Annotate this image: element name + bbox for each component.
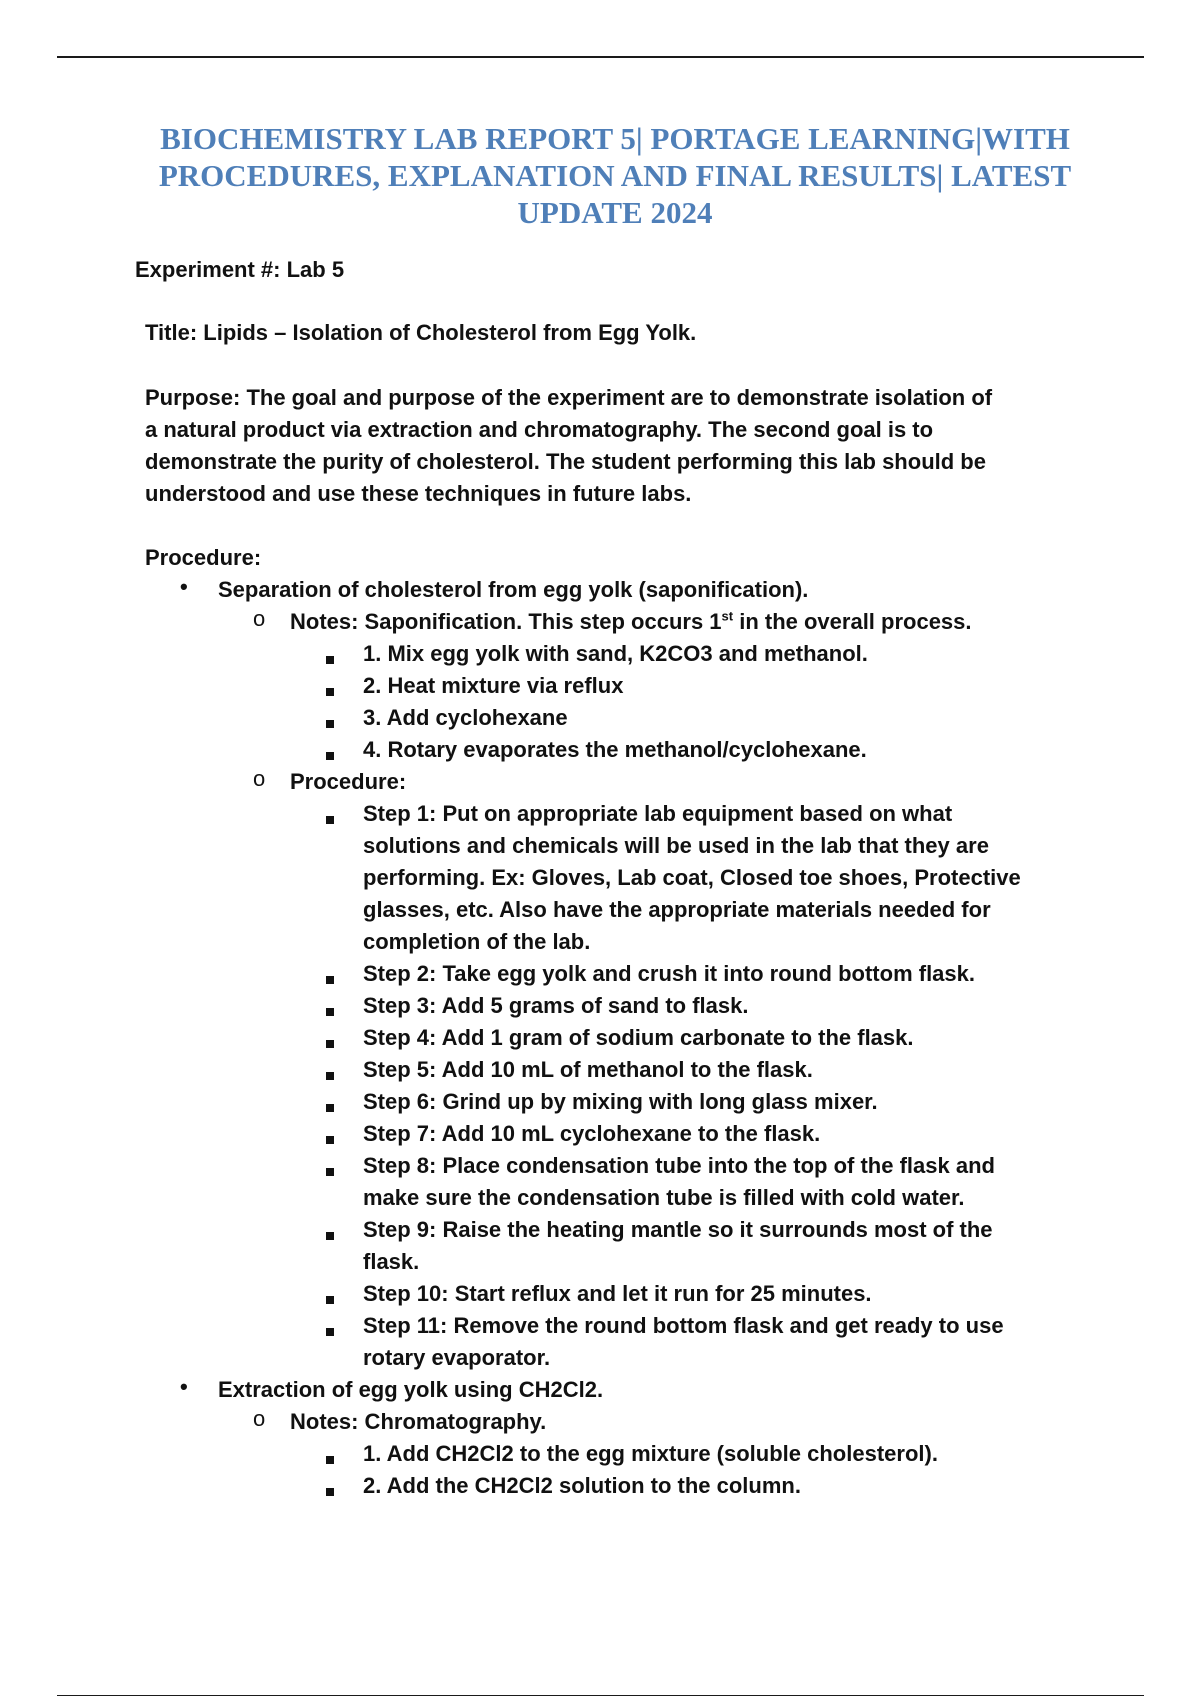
procedure-heading: Procedure:: [145, 545, 262, 570]
bullet-dot-icon: •: [180, 1374, 188, 1399]
procedure-step: Step 7: Add 10 mL cyclohexane to the flask.: [363, 1121, 821, 1146]
list-item: 2. Add the CH2Cl2 solution to the column.: [363, 1473, 801, 1498]
procedure-step: Step 1: Put on appropriate lab equipment based on what solutions and chemicals will be used in the lab that they are performing. Ex: Gloves, Lab coat, Closed toe shoes, Protective glasses, etc. Also have the appropriate materials needed for completion of the lab.: [363, 801, 1021, 954]
list-item: 1. Add CH2Cl2 to the egg mixture (soluble cholesterol).: [363, 1441, 938, 1466]
procedure-step: Step 10: Start reflux and let it run for 25 minutes.: [363, 1281, 872, 1306]
list-item: 2. Heat mixture via reflux: [363, 673, 624, 698]
document-title: [90, 120, 1140, 231]
list-item: 3. Add cyclohexane: [363, 705, 568, 730]
circle-bullet-icon: o: [253, 1406, 266, 1431]
purpose-paragraph: [145, 382, 1105, 510]
square-bullet-icon: [326, 752, 334, 760]
square-bullet-icon: [326, 1136, 334, 1144]
procedure-step: Step 8: Place condensation tube into the top of the flask and make sure the condensation tube is filled with cold water.: [363, 1153, 995, 1210]
section-title: Separation of cholesterol from egg yolk (saponification).: [218, 577, 809, 602]
purpose-line: demonstrate the purity of cholesterol. The student performing this lab should be: [145, 449, 986, 474]
square-bullet-icon: [326, 720, 334, 728]
list-item: 4. Rotary evaporates the methanol/cyclohexane.: [363, 737, 867, 762]
square-bullet-icon: [326, 1072, 334, 1080]
procedure-step: Step 9: Raise the heating mantle so it surrounds most of the flask.: [363, 1217, 993, 1274]
square-bullet-icon: [326, 688, 334, 696]
procedure-step: Step 4: Add 1 gram of sodium carbonate to the flask.: [363, 1025, 914, 1050]
procedure-step: Step 5: Add 10 mL of methanol to the flask.: [363, 1057, 813, 1082]
square-bullet-icon: [326, 976, 334, 984]
square-bullet-icon: [326, 656, 334, 664]
procedure-step: Step 6: Grind up by mixing with long glass mixer.: [363, 1089, 878, 1114]
top-rule: [57, 56, 1144, 58]
procedure-step: Step 2: Take egg yolk and crush it into round bottom flask.: [363, 961, 975, 986]
title-line: PROCEDURES, EXPLANATION AND FINAL RESULTS| LATEST: [158, 158, 1072, 193]
bullet-dot-icon: •: [180, 574, 188, 599]
square-bullet-icon: [326, 1456, 334, 1464]
purpose-line: understood and use these techniques in future labs.: [145, 481, 692, 506]
square-bullet-icon: [326, 816, 334, 824]
list-item: 1. Mix egg yolk with sand, K2CO3 and methanol.: [363, 641, 868, 666]
title-line: BIOCHEMISTRY LAB REPORT 5| PORTAGE LEARNING|WITH: [160, 121, 1070, 156]
square-bullet-icon: [326, 1488, 334, 1496]
circle-bullet-icon: o: [253, 766, 266, 791]
purpose-line: Purpose: The goal and purpose of the experiment are to demonstrate isolation of: [145, 385, 993, 410]
bottom-rule: [57, 1695, 1144, 1696]
circle-bullet-icon: o: [253, 606, 266, 631]
procedure-step: Step 3: Add 5 grams of sand to flask.: [363, 993, 749, 1018]
section-title: Extraction of egg yolk using CH2Cl2.: [218, 1377, 604, 1402]
square-bullet-icon: [326, 1328, 334, 1336]
square-bullet-icon: [326, 1040, 334, 1048]
square-bullet-icon: [326, 1232, 334, 1240]
procedure-label: Procedure:: [290, 769, 407, 794]
square-bullet-icon: [326, 1008, 334, 1016]
lab-title: Title: Lipids – Isolation of Cholesterol from Egg Yolk.: [145, 320, 697, 345]
square-bullet-icon: [326, 1168, 334, 1176]
square-bullet-icon: [326, 1104, 334, 1112]
square-bullet-icon: [326, 1296, 334, 1304]
notes-label: Notes: Chromatography.: [290, 1409, 547, 1434]
notes-label: Notes: Saponification. This step occurs 1st in the overall process.: [290, 608, 972, 634]
title-line: UPDATE 2024: [517, 195, 713, 230]
purpose-line: a natural product via extraction and chromatography. The second goal is to: [145, 417, 934, 442]
experiment-number: Experiment #: Lab 5: [135, 257, 345, 282]
procedure-step: Step 11: Remove the round bottom flask and get ready to use rotary evaporator.: [363, 1313, 1004, 1370]
